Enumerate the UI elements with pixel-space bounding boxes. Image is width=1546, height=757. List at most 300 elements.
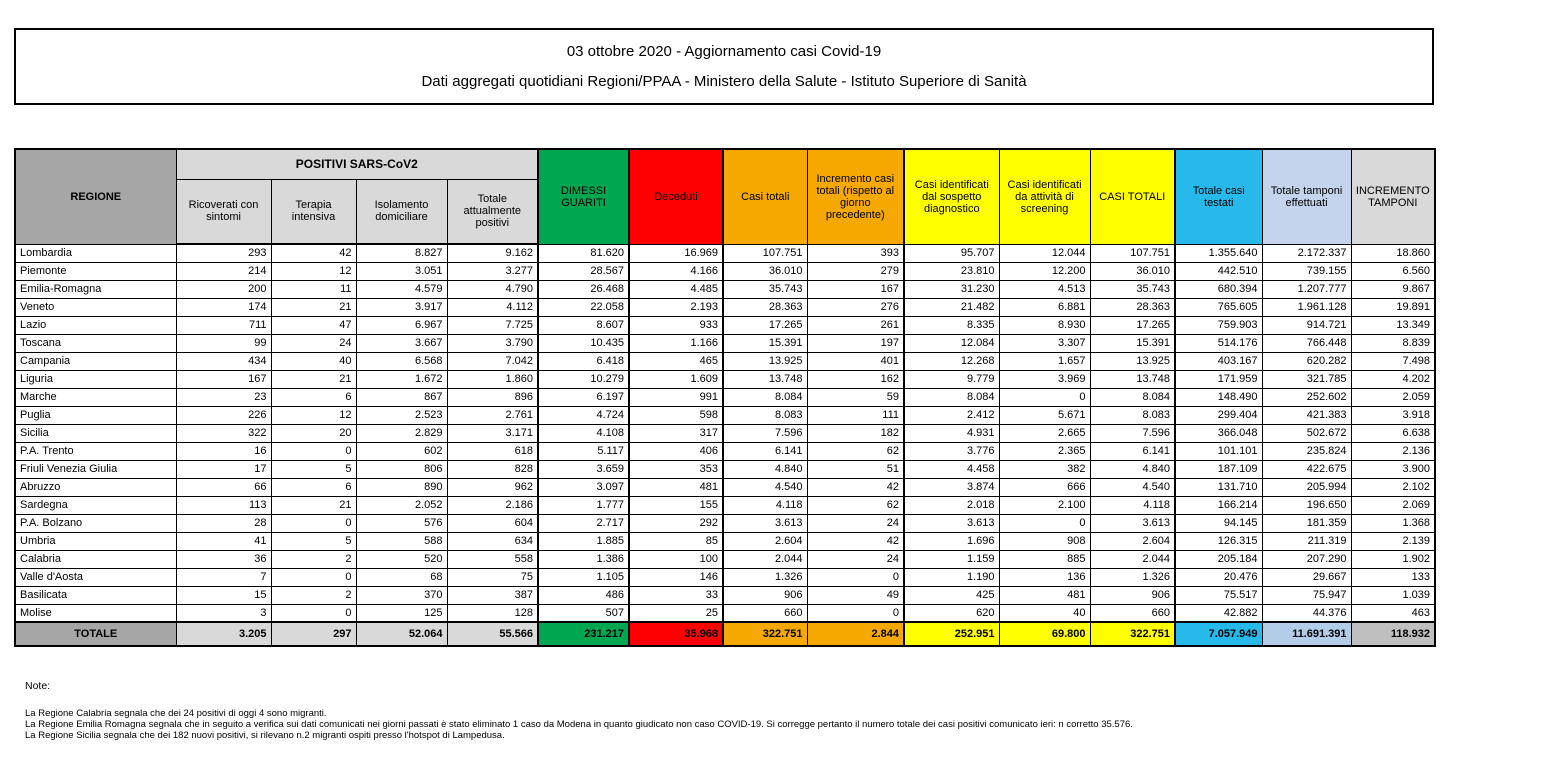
value-cell: 181.359 (1262, 514, 1351, 532)
value-cell: 126.315 (1175, 532, 1262, 550)
value-cell: 366.048 (1175, 424, 1262, 442)
region-name: Friuli Venezia Giulia (15, 460, 176, 478)
value-cell: 113 (176, 496, 271, 514)
table-row (15, 280, 1435, 298)
value-cell: 155 (629, 496, 723, 514)
value-cell: 0 (271, 514, 356, 532)
value-cell: 387 (447, 586, 538, 604)
value-cell: 99 (176, 334, 271, 352)
value-cell: 2.193 (629, 298, 723, 316)
value-cell: 2.829 (356, 424, 447, 442)
value-cell: 21 (271, 298, 356, 316)
value-cell: 2.717 (538, 514, 629, 532)
value-cell: 11 (271, 280, 356, 298)
value-cell: 0 (999, 514, 1090, 532)
value-cell: 1.166 (629, 334, 723, 352)
value-cell: 2.172.337 (1262, 244, 1351, 262)
value-cell: 2 (271, 586, 356, 604)
region-name: Abruzzo (15, 478, 176, 496)
region-name: Lombardia (15, 244, 176, 262)
col-header-totale-positivi: Totale attualmente positivi (447, 179, 538, 244)
value-cell: 21 (271, 496, 356, 514)
value-cell: 3.874 (904, 478, 999, 496)
value-cell: 403.167 (1175, 352, 1262, 370)
value-cell: 806 (356, 460, 447, 478)
value-cell: 2.044 (1090, 550, 1175, 568)
col-header-totale-casi-testati: Totale casi testati (1175, 149, 1262, 244)
region-name: Lazio (15, 316, 176, 334)
value-cell: 507 (538, 604, 629, 622)
value-cell: 6.881 (999, 298, 1090, 316)
value-cell: 463 (1351, 604, 1435, 622)
col-header-regione: REGIONE (15, 149, 176, 244)
value-cell: 7.498 (1351, 352, 1435, 370)
value-cell: 1.902 (1351, 550, 1435, 568)
value-cell: 85 (629, 532, 723, 550)
region-name: Basilicata (15, 586, 176, 604)
value-cell: 276 (807, 298, 904, 316)
value-cell: 8.083 (1090, 406, 1175, 424)
value-cell: 17 (176, 460, 271, 478)
value-cell: 62 (807, 442, 904, 460)
value-cell: 9.779 (904, 370, 999, 388)
value-cell: 486 (538, 586, 629, 604)
value-cell: 914.721 (1262, 316, 1351, 334)
value-cell: 4.840 (723, 460, 807, 478)
covid-data-table (14, 148, 1436, 647)
value-cell: 4.112 (447, 298, 538, 316)
table-body (15, 244, 1435, 646)
value-cell: 0 (271, 442, 356, 460)
value-cell: 59 (807, 388, 904, 406)
note-line-emilia-romagna: La Regione Emilia Romagna segnala che in seguito a verifica sui dati comunicati nei giorni passati è stato eliminato 1 caso da Modena in quanto giudicato non caso COVID-19. Si corregge pertanto il numero totale dei casi positivi comunicato ieri: n corretto 35.576. (25, 718, 1133, 730)
totale-value-cell: 118.932 (1351, 622, 1435, 646)
value-cell: 279 (807, 262, 904, 280)
value-cell: 15 (176, 586, 271, 604)
value-cell: 2.365 (999, 442, 1090, 460)
value-cell: 520 (356, 550, 447, 568)
region-name: Umbria (15, 532, 176, 550)
value-cell: 3.613 (904, 514, 999, 532)
value-cell: 3.917 (356, 298, 447, 316)
value-cell: 128 (447, 604, 538, 622)
value-cell: 10.435 (538, 334, 629, 352)
value-cell: 28.363 (1090, 298, 1175, 316)
value-cell: 421.383 (1262, 406, 1351, 424)
value-cell: 1.657 (999, 352, 1090, 370)
col-header-deceduti: Deceduti (629, 149, 723, 244)
value-cell: 406 (629, 442, 723, 460)
region-name: Veneto (15, 298, 176, 316)
value-cell: 226 (176, 406, 271, 424)
value-cell: 3.900 (1351, 460, 1435, 478)
value-cell: 0 (807, 604, 904, 622)
value-cell: 75.947 (1262, 586, 1351, 604)
value-cell: 558 (447, 550, 538, 568)
value-cell: 8.084 (904, 388, 999, 406)
value-cell: 739.155 (1262, 262, 1351, 280)
value-cell: 885 (999, 550, 1090, 568)
totale-value-cell: 35.968 (629, 622, 723, 646)
value-cell: 2.665 (999, 424, 1090, 442)
table-row (15, 262, 1435, 280)
value-cell: 42 (807, 532, 904, 550)
region-name: Calabria (15, 550, 176, 568)
totale-row (15, 622, 1435, 646)
value-cell: 4.540 (723, 478, 807, 496)
region-name: P.A. Bolzano (15, 514, 176, 532)
value-cell: 3.969 (999, 370, 1090, 388)
value-cell: 292 (629, 514, 723, 532)
value-cell: 5.117 (538, 442, 629, 460)
note-line-calabria: La Regione Calabria segnala che dei 24 positivi di oggi 4 sono migranti. (25, 708, 327, 719)
value-cell: 171.959 (1175, 370, 1262, 388)
value-cell: 200 (176, 280, 271, 298)
value-cell: 370 (356, 586, 447, 604)
value-cell: 3.667 (356, 334, 447, 352)
value-cell: 7.042 (447, 352, 538, 370)
value-cell: 162 (807, 370, 904, 388)
value-cell: 16 (176, 442, 271, 460)
value-cell: 261 (807, 316, 904, 334)
value-cell: 1.368 (1351, 514, 1435, 532)
value-cell: 10.279 (538, 370, 629, 388)
value-cell: 6.418 (538, 352, 629, 370)
region-name: Piemonte (15, 262, 176, 280)
table-row (15, 352, 1435, 370)
value-cell: 1.207.777 (1262, 280, 1351, 298)
table-row (15, 424, 1435, 442)
value-cell: 5.671 (999, 406, 1090, 424)
value-cell: 604 (447, 514, 538, 532)
value-cell: 12.200 (999, 262, 1090, 280)
value-cell: 252.602 (1262, 388, 1351, 406)
value-cell: 5 (271, 532, 356, 550)
value-cell: 1.860 (447, 370, 538, 388)
value-cell: 13.925 (723, 352, 807, 370)
table-row (15, 370, 1435, 388)
value-cell: 293 (176, 244, 271, 262)
value-cell: 26.468 (538, 280, 629, 298)
value-cell: 94.145 (1175, 514, 1262, 532)
value-cell: 42 (807, 478, 904, 496)
value-cell: 167 (807, 280, 904, 298)
region-name: Sicilia (15, 424, 176, 442)
value-cell: 660 (1090, 604, 1175, 622)
value-cell: 4.724 (538, 406, 629, 424)
value-cell: 68 (356, 568, 447, 586)
totale-value-cell: 7.057.949 (1175, 622, 1262, 646)
value-cell: 4.931 (904, 424, 999, 442)
value-cell: 107.751 (723, 244, 807, 262)
value-cell: 666 (999, 478, 1090, 496)
totale-value-cell: 322.751 (1090, 622, 1175, 646)
value-cell: 107.751 (1090, 244, 1175, 262)
value-cell: 5 (271, 460, 356, 478)
value-cell: 908 (999, 532, 1090, 550)
value-cell: 2 (271, 550, 356, 568)
value-cell: 133 (1351, 568, 1435, 586)
value-cell: 4.118 (1090, 496, 1175, 514)
value-cell: 3.613 (1090, 514, 1175, 532)
value-cell: 759.903 (1175, 316, 1262, 334)
value-cell: 576 (356, 514, 447, 532)
value-cell: 890 (356, 478, 447, 496)
value-cell: 51 (807, 460, 904, 478)
value-cell: 196.650 (1262, 496, 1351, 514)
value-cell: 167 (176, 370, 271, 388)
region-name: Puglia (15, 406, 176, 424)
value-cell: 322 (176, 424, 271, 442)
value-cell: 12 (271, 406, 356, 424)
value-cell: 896 (447, 388, 538, 406)
table-row (15, 514, 1435, 532)
value-cell: 205.994 (1262, 478, 1351, 496)
totale-value-cell: 2.844 (807, 622, 904, 646)
value-cell: 3.307 (999, 334, 1090, 352)
table-row (15, 568, 1435, 586)
value-cell: 2.069 (1351, 496, 1435, 514)
value-cell: 1.355.640 (1175, 244, 1262, 262)
value-cell: 24 (807, 550, 904, 568)
value-cell: 25 (629, 604, 723, 622)
value-cell: 9.162 (447, 244, 538, 262)
value-cell: 1.672 (356, 370, 447, 388)
col-group-positivi: POSITIVI SARS-CoV2 (176, 149, 538, 179)
value-cell: 425 (904, 586, 999, 604)
col-header-casi-totali-caps: CASI TOTALI (1090, 149, 1175, 244)
value-cell: 42.882 (1175, 604, 1262, 622)
col-header-incremento-casi: Incremento casi totali (rispetto al giorno precedente) (807, 149, 904, 244)
value-cell: 28.567 (538, 262, 629, 280)
value-cell: 4.540 (1090, 478, 1175, 496)
value-cell: 75.517 (1175, 586, 1262, 604)
value-cell: 75 (447, 568, 538, 586)
value-cell: 207.290 (1262, 550, 1351, 568)
value-cell: 42 (271, 244, 356, 262)
value-cell: 20 (271, 424, 356, 442)
value-cell: 906 (723, 586, 807, 604)
value-cell: 906 (1090, 586, 1175, 604)
totale-value-cell: 297 (271, 622, 356, 646)
bulletin-title-box (14, 28, 1434, 105)
value-cell: 7.596 (1090, 424, 1175, 442)
value-cell: 36 (176, 550, 271, 568)
region-name: Toscana (15, 334, 176, 352)
col-header-terapia-intensiva: Terapia intensiva (271, 179, 356, 244)
value-cell: 24 (807, 514, 904, 532)
value-cell: 2.100 (999, 496, 1090, 514)
totale-value-cell: 322.751 (723, 622, 807, 646)
value-cell: 502.672 (1262, 424, 1351, 442)
value-cell: 23.810 (904, 262, 999, 280)
value-cell: 2.052 (356, 496, 447, 514)
value-cell: 962 (447, 478, 538, 496)
value-cell: 634 (447, 532, 538, 550)
value-cell: 393 (807, 244, 904, 262)
value-cell: 146 (629, 568, 723, 586)
value-cell: 4.513 (999, 280, 1090, 298)
value-cell: 182 (807, 424, 904, 442)
value-cell: 197 (807, 334, 904, 352)
value-cell: 205.184 (1175, 550, 1262, 568)
value-cell: 481 (629, 478, 723, 496)
table-row (15, 316, 1435, 334)
value-cell: 3 (176, 604, 271, 622)
value-cell: 24 (271, 334, 356, 352)
value-cell: 465 (629, 352, 723, 370)
col-header-dimessi-guariti: DIMESSI GUARITI (538, 149, 629, 244)
table-header (15, 149, 1435, 244)
value-cell: 0 (271, 604, 356, 622)
table-row (15, 550, 1435, 568)
value-cell: 21.482 (904, 298, 999, 316)
value-cell: 618 (447, 442, 538, 460)
value-cell: 598 (629, 406, 723, 424)
value-cell: 766.448 (1262, 334, 1351, 352)
value-cell: 12 (271, 262, 356, 280)
value-cell: 321.785 (1262, 370, 1351, 388)
value-cell: 602 (356, 442, 447, 460)
region-name: Campania (15, 352, 176, 370)
value-cell: 620.282 (1262, 352, 1351, 370)
value-cell: 8.839 (1351, 334, 1435, 352)
value-cell: 1.777 (538, 496, 629, 514)
value-cell: 13.349 (1351, 316, 1435, 334)
value-cell: 31.230 (904, 280, 999, 298)
value-cell: 660 (723, 604, 807, 622)
value-cell: 35.743 (1090, 280, 1175, 298)
region-name: Marche (15, 388, 176, 406)
region-name: Molise (15, 604, 176, 622)
value-cell: 1.190 (904, 568, 999, 586)
value-cell: 6.141 (723, 442, 807, 460)
value-cell: 17.265 (723, 316, 807, 334)
value-cell: 15.391 (723, 334, 807, 352)
value-cell: 4.108 (538, 424, 629, 442)
value-cell: 13.748 (1090, 370, 1175, 388)
value-cell: 8.827 (356, 244, 447, 262)
bulletin-title-line1: 03 ottobre 2020 - Aggiornamento casi Covid-19 (566, 43, 882, 60)
value-cell: 8.083 (723, 406, 807, 424)
value-cell: 8.335 (904, 316, 999, 334)
table-row (15, 586, 1435, 604)
col-header-attivita-screening: Casi identificati da attività di screening (999, 149, 1090, 244)
value-cell: 8.084 (723, 388, 807, 406)
value-cell: 166.214 (1175, 496, 1262, 514)
value-cell: 6.141 (1090, 442, 1175, 460)
col-header-incremento-tamponi: INCREMENTO TAMPONI (1351, 149, 1435, 244)
table-row (15, 388, 1435, 406)
totale-value-cell: 52.064 (356, 622, 447, 646)
table-row (15, 496, 1435, 514)
value-cell: 4.485 (629, 280, 723, 298)
value-cell: 13.748 (723, 370, 807, 388)
region-name: Sardegna (15, 496, 176, 514)
value-cell: 2.059 (1351, 388, 1435, 406)
value-cell: 21 (271, 370, 356, 388)
value-cell: 28.363 (723, 298, 807, 316)
value-cell: 148.490 (1175, 388, 1262, 406)
value-cell: 1.105 (538, 568, 629, 586)
value-cell: 101.101 (1175, 442, 1262, 460)
value-cell: 4.202 (1351, 370, 1435, 388)
value-cell: 2.102 (1351, 478, 1435, 496)
value-cell: 20.476 (1175, 568, 1262, 586)
value-cell: 3.613 (723, 514, 807, 532)
value-cell: 12.044 (999, 244, 1090, 262)
value-cell: 1.885 (538, 532, 629, 550)
value-cell: 4.579 (356, 280, 447, 298)
value-cell: 1.696 (904, 532, 999, 550)
region-name: Valle d'Aosta (15, 568, 176, 586)
totale-value-cell: 11.691.391 (1262, 622, 1351, 646)
value-cell: 2.761 (447, 406, 538, 424)
value-cell: 1.159 (904, 550, 999, 568)
totale-value-cell: 231.217 (538, 622, 629, 646)
table-row (15, 478, 1435, 496)
value-cell: 29.667 (1262, 568, 1351, 586)
value-cell: 317 (629, 424, 723, 442)
value-cell: 41 (176, 532, 271, 550)
value-cell: 6.568 (356, 352, 447, 370)
value-cell: 33 (629, 586, 723, 604)
value-cell: 0 (999, 388, 1090, 406)
value-cell: 4.840 (1090, 460, 1175, 478)
value-cell: 299.404 (1175, 406, 1262, 424)
value-cell: 111 (807, 406, 904, 424)
note-line-sicilia: La Regione Sicilia segnala che dei 182 nuovi positivi, si rilevano n.2 migranti ospiti presso l'hotspot di Lampedusa. (25, 729, 505, 741)
value-cell: 8.930 (999, 316, 1090, 334)
value-cell: 6.638 (1351, 424, 1435, 442)
region-name: Liguria (15, 370, 176, 388)
table-row (15, 604, 1435, 622)
value-cell: 9.867 (1351, 280, 1435, 298)
value-cell: 3.051 (356, 262, 447, 280)
value-cell: 100 (629, 550, 723, 568)
value-cell: 7.725 (447, 316, 538, 334)
table-row (15, 442, 1435, 460)
value-cell: 174 (176, 298, 271, 316)
value-cell: 1.326 (723, 568, 807, 586)
value-cell: 7.596 (723, 424, 807, 442)
value-cell: 7 (176, 568, 271, 586)
value-cell: 15.391 (1090, 334, 1175, 352)
value-cell: 3.659 (538, 460, 629, 478)
notes-heading: Note: (25, 680, 51, 692)
value-cell: 1.326 (1090, 568, 1175, 586)
value-cell: 1.961.128 (1262, 298, 1351, 316)
value-cell: 2.018 (904, 496, 999, 514)
value-cell: 442.510 (1175, 262, 1262, 280)
value-cell: 1.039 (1351, 586, 1435, 604)
value-cell: 8.084 (1090, 388, 1175, 406)
value-cell: 2.186 (447, 496, 538, 514)
value-cell: 680.394 (1175, 280, 1262, 298)
totale-value-cell: 3.205 (176, 622, 271, 646)
value-cell: 211.319 (1262, 532, 1351, 550)
value-cell: 933 (629, 316, 723, 334)
region-name: Emilia-Romagna (15, 280, 176, 298)
col-header-totale-tamponi: Totale tamponi effettuati (1262, 149, 1351, 244)
value-cell: 2.139 (1351, 532, 1435, 550)
value-cell: 6.197 (538, 388, 629, 406)
value-cell: 1.609 (629, 370, 723, 388)
col-header-isolamento: Isolamento domiciliare (356, 179, 447, 244)
value-cell: 62 (807, 496, 904, 514)
col-header-casi-totali: Casi totali (723, 149, 807, 244)
value-cell: 2.604 (723, 532, 807, 550)
